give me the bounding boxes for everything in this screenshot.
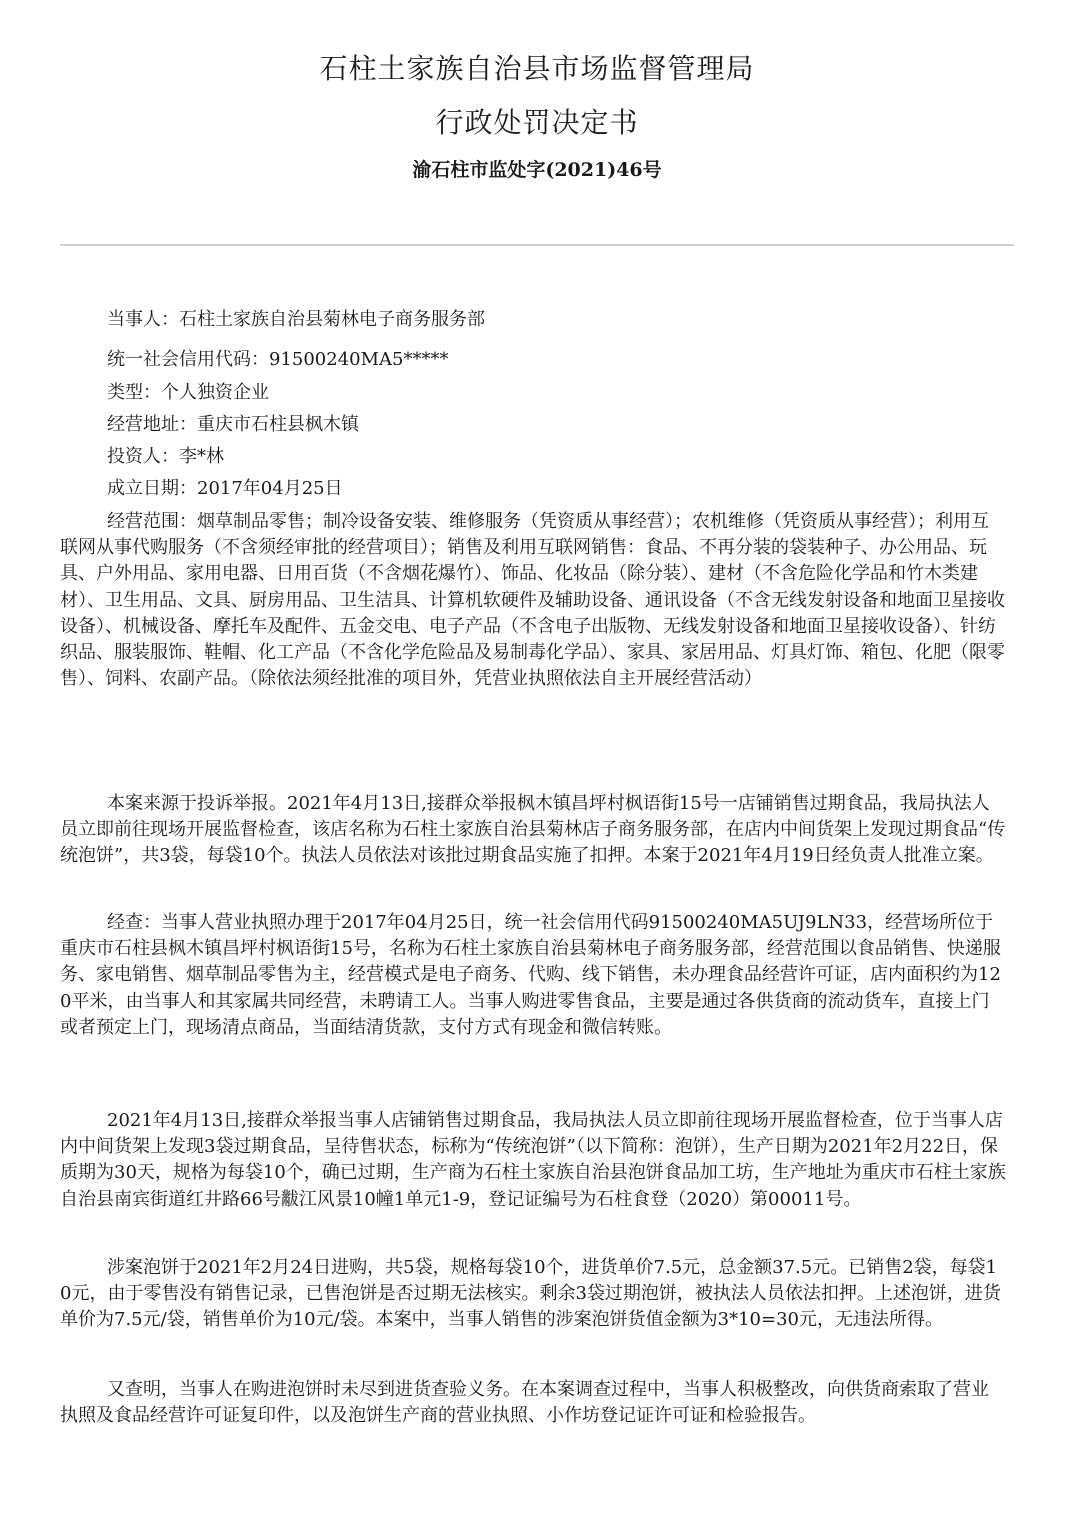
business-scope-paragraph: 经营范围：烟草制品零售；制冷设备安装、维修服务（凭资质从事经营）；农机维修（凭资质从事经营）；利用互联网从事代购服务（不含须经审批的经营项目）；销售及利用互联网销售：食品、不再分装的袋装种子、办公用品、玩具、户外用品、家用电器、日用百货（不含烟花爆竹）、饰品、化妆品（除分装）、建材（不含危险化学品和竹木类建材）、卫生用品、文具、厨房用品、卫生洁具、计算机软硬件及辅助设备、通讯设备（不含无线发射设备和地面卫星接收设备）、机械设备、摩托车及配件、五金交电、电子产品（不含电子出版物、无线发射设备和地面卫星接收设备）、针纺织品、服装服饰、鞋帽、化工产品（不含化学危险品及易制毒化学品）、家具、家居用品、灯具灯饰、箱包、化肥（限零售）、饲料、农副产品。（除依法须经批准的项目外，凭营业执照依法自主开展经营活动）	[60, 511, 1005, 690]
purchase-details-paragraph: 涉案泡饼于2021年2月24日进购，共5袋，规格每袋10个，进货单价7.5元，总金额37.5元。已销售2袋，每袋10元，由于零售没有销售记录，已售泡饼是否过期无法核实。剩余3袋过期泡饼，被执法人员依法扣押。上述泡饼，进货单价为7.5元/袋，销售单价为10元/袋。本案中，当事人销售的涉案泡饼货值金额为3*10=30元，无违法所得。	[60, 1257, 1001, 1331]
party-credit-code: 统一社会信用代码：91500240MA5*****	[107, 349, 449, 370]
investigation-paragraph: 经查：当事人营业执照办理于2017年04月25日，统一社会信用代码91500240MA5UJ9LN33，经营场所位于重庆市石柱县枫木镇昌坪村枫语街15号，名称为石柱土家族自治县菊林电子商务服务部，经营范围以食品销售、快递服务、家电销售、烟草制品零售为主，经营模式是电子商务、代购、线下销售，未办理食品经营许可证，店内面积约为120平米，由当事人和其家属共同经营，未聘请工人。当事人购进零售食品，主要是通过各供货商的流动货车，直接上门或者预定上门，现场清点商品，当面结清货款，支付方式有现金和微信转账。	[60, 912, 1001, 1038]
inspection-paragraph: 2021年4月13日,接群众举报当事人店铺销售过期食品，我局执法人员立即前往现场开展监督检查，位于当事人店内中间货架上发现3袋过期食品，呈待售状态，标称为“传统泡饼”（以下简称：泡饼），生产日期为2021年2月22日，保质期为30天，规格为每袋10个，确已过期，生产商为石柱土家族自治县泡饼食品加工坊，生产地址为重庆市石柱土家族自治县南宾街道红井路66号黻江风景10幢1单元1-9，登记证编号为石柱食登（2020）第00011号。	[60, 1110, 1006, 1210]
party-founded-date: 成立日期：2017年04月25日	[107, 478, 343, 499]
party-investor: 投资人：李*林	[107, 446, 224, 467]
party-name: 当事人：石柱土家族自治县菊林电子商务服务部	[107, 309, 485, 330]
further-findings-paragraph: 又查明，当事人在购进泡饼时未尽到进货查验义务。在本案调查过程中，当事人积极整改，向供货商索取了营业执照及食品经营许可证复印件，以及泡饼生产商的营业执照、小作坊登记证许可证和检验报告。	[60, 1379, 989, 1427]
agency-title: 石柱土家族自治县市场监督管理局	[319, 52, 755, 85]
party-address: 经营地址：重庆市石柱县枫木镇	[107, 414, 359, 435]
case-source-paragraph: 本案来源于投诉举报。2021年4月13日,接群众举报枫木镇昌坪村枫语街15号一店铺销售过期食品，我局执法人员立即前往现场开展监督检查，该店名称为石柱土家族自治县菊林店子商务服务部，在店内中间货架上发现过期食品“传统泡饼”，共3袋，每袋10个。执法人员依法对该批过期食品实施了扣押。本案于2021年4月19日经负责人批准立案。	[60, 793, 1006, 867]
document-title: 行政处罚决定书	[435, 106, 639, 139]
party-type: 类型：个人独资企业	[107, 382, 269, 403]
header-divider	[60, 244, 1014, 246]
document-number: 渝石柱市监处字(2021)46号	[412, 159, 662, 181]
